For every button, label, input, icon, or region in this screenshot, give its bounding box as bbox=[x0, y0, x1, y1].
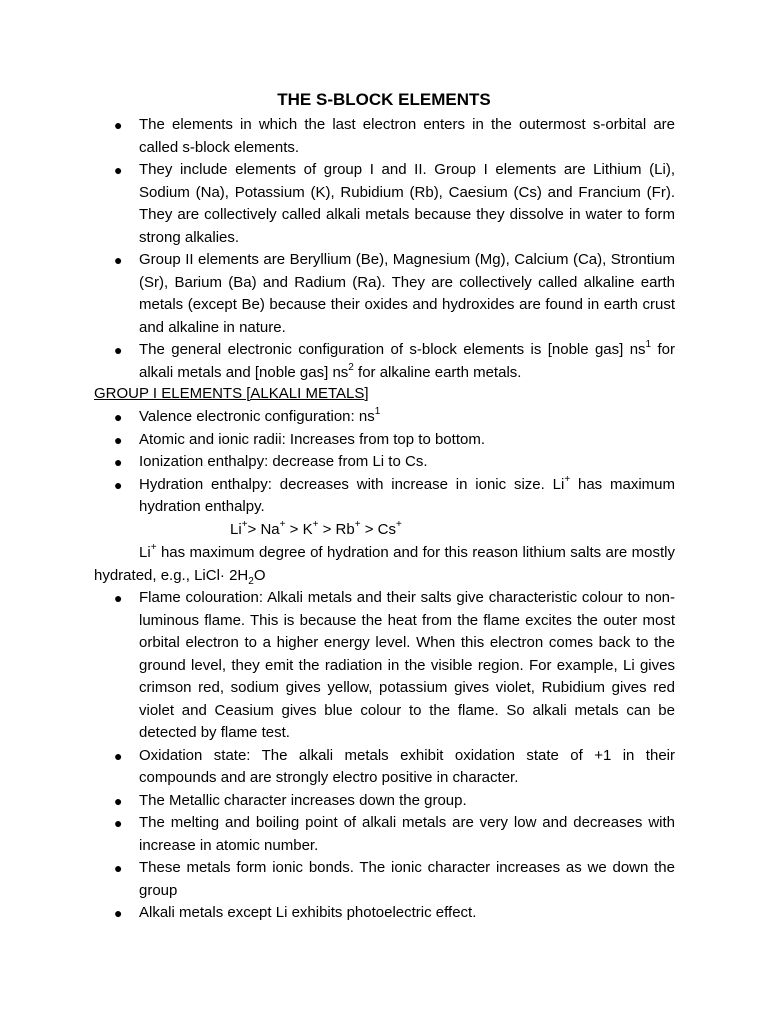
more-properties-list bbox=[0, 587, 768, 925]
hydration-order-equation: Li+> Na+ > K+ > Rb+ > Cs+ bbox=[230, 519, 402, 538]
bullet-icon: ● bbox=[114, 905, 123, 921]
list-item: ● The elements in which the last electron enters in the outermost s-orbital are called s-block elements. bbox=[114, 116, 675, 156]
list-item: ● Atomic and ionic radii: Increases from top to bottom. bbox=[0, 429, 675, 452]
bullet-icon: ● bbox=[114, 409, 123, 425]
properties-list bbox=[0, 406, 768, 519]
bullet-icon: ● bbox=[114, 792, 123, 809]
list-item: ● Group II elements are Beryllium (Be), Magnesium (Mg), Calcium (Ca), Strontium (Sr), Barium (Ba) and Radium (Ra). They are collectively called alkaline earth metals (except Be) because their oxides and hydroxides are found in earth crust and alkaline in nature. bbox=[114, 251, 675, 336]
bullet-icon: ● bbox=[114, 252, 123, 268]
list-item: ● Alkali metals except Li exhibits photoelectric effect. bbox=[0, 902, 675, 925]
section-heading: GROUP I ELEMENTS [ALKALI METALS] bbox=[94, 385, 369, 402]
list-item: ● Valence electronic configuration: $ns^1$ bbox=[0, 406, 675, 429]
list-item: ● The general electronic configuration of s-block elements is [noble gas] $ns^1$ for alkali metals and [noble gas] $ns^2$ for alkaline earth metals. bbox=[114, 339, 675, 381]
list-item: ● Ionization enthalpy: decrease from Li to Cs. bbox=[0, 451, 675, 474]
bullet-icon: ● bbox=[114, 860, 123, 876]
page-title: THE S-BLOCK ELEMENTS bbox=[277, 90, 491, 109]
bullet-icon: ● bbox=[114, 590, 123, 606]
hydration-paragraph: Li+ has maximum degree of hydration and for this reason lithium salts are mostly hydrated, e.g., LiCl· $2H_2O$ bbox=[94, 542, 675, 587]
intro-list bbox=[0, 114, 768, 384]
bullet-icon: ● bbox=[114, 162, 123, 178]
list-item: ● Hydration enthalpy: decreases with increase in ionic size. Li+ has maximum hydration enthalpy. bbox=[114, 473, 675, 515]
list-item: ● Flame colouration: Alkali metals and their salts give characteristic colour to non-luminous flame. This is because the heat from the flame excites the outer most orbital electron to a higher energy level. When this electron comes back to the ground level, they emit the radiation in the visible region. For example, Li gives crimson red, sodium gives yellow, potassium gives violet, Rubidium gives red violet and Ceasium gives blue colour to the flame. So alkali metals can be detected by flame test. bbox=[114, 589, 675, 741]
list-item: ● Oxidation state: The alkali metals exhibit oxidation state of +1 in their compounds and are strongly electro positive in character. bbox=[114, 746, 675, 786]
bullet-icon: ● bbox=[114, 342, 123, 358]
bullet-icon: ● bbox=[114, 431, 123, 448]
bullet-icon: ● bbox=[114, 454, 123, 470]
list-item: ● The melting and boiling point of alkali metals are very low and decreases with increase in atomic number. bbox=[114, 814, 675, 854]
list-item: ● The Metallic character increases down the group. bbox=[0, 790, 675, 813]
bullet-icon: ● bbox=[114, 476, 123, 493]
list-item: ● They include elements of group I and II. Group I elements are Lithium (Li), Sodium (Na), Potassium (K), Rubidium (Rb), Caesium (Cs) and Francium (Fr). They are collectively called alkali metals because they dissolve in water to form strong alkalies. bbox=[114, 161, 675, 246]
bullet-icon: ● bbox=[114, 815, 123, 831]
bullet-icon: ● bbox=[114, 117, 123, 133]
list-item: ● These metals form ionic bonds. The ionic character increases as we down the group bbox=[114, 859, 675, 899]
bullet-icon: ● bbox=[114, 747, 123, 764]
